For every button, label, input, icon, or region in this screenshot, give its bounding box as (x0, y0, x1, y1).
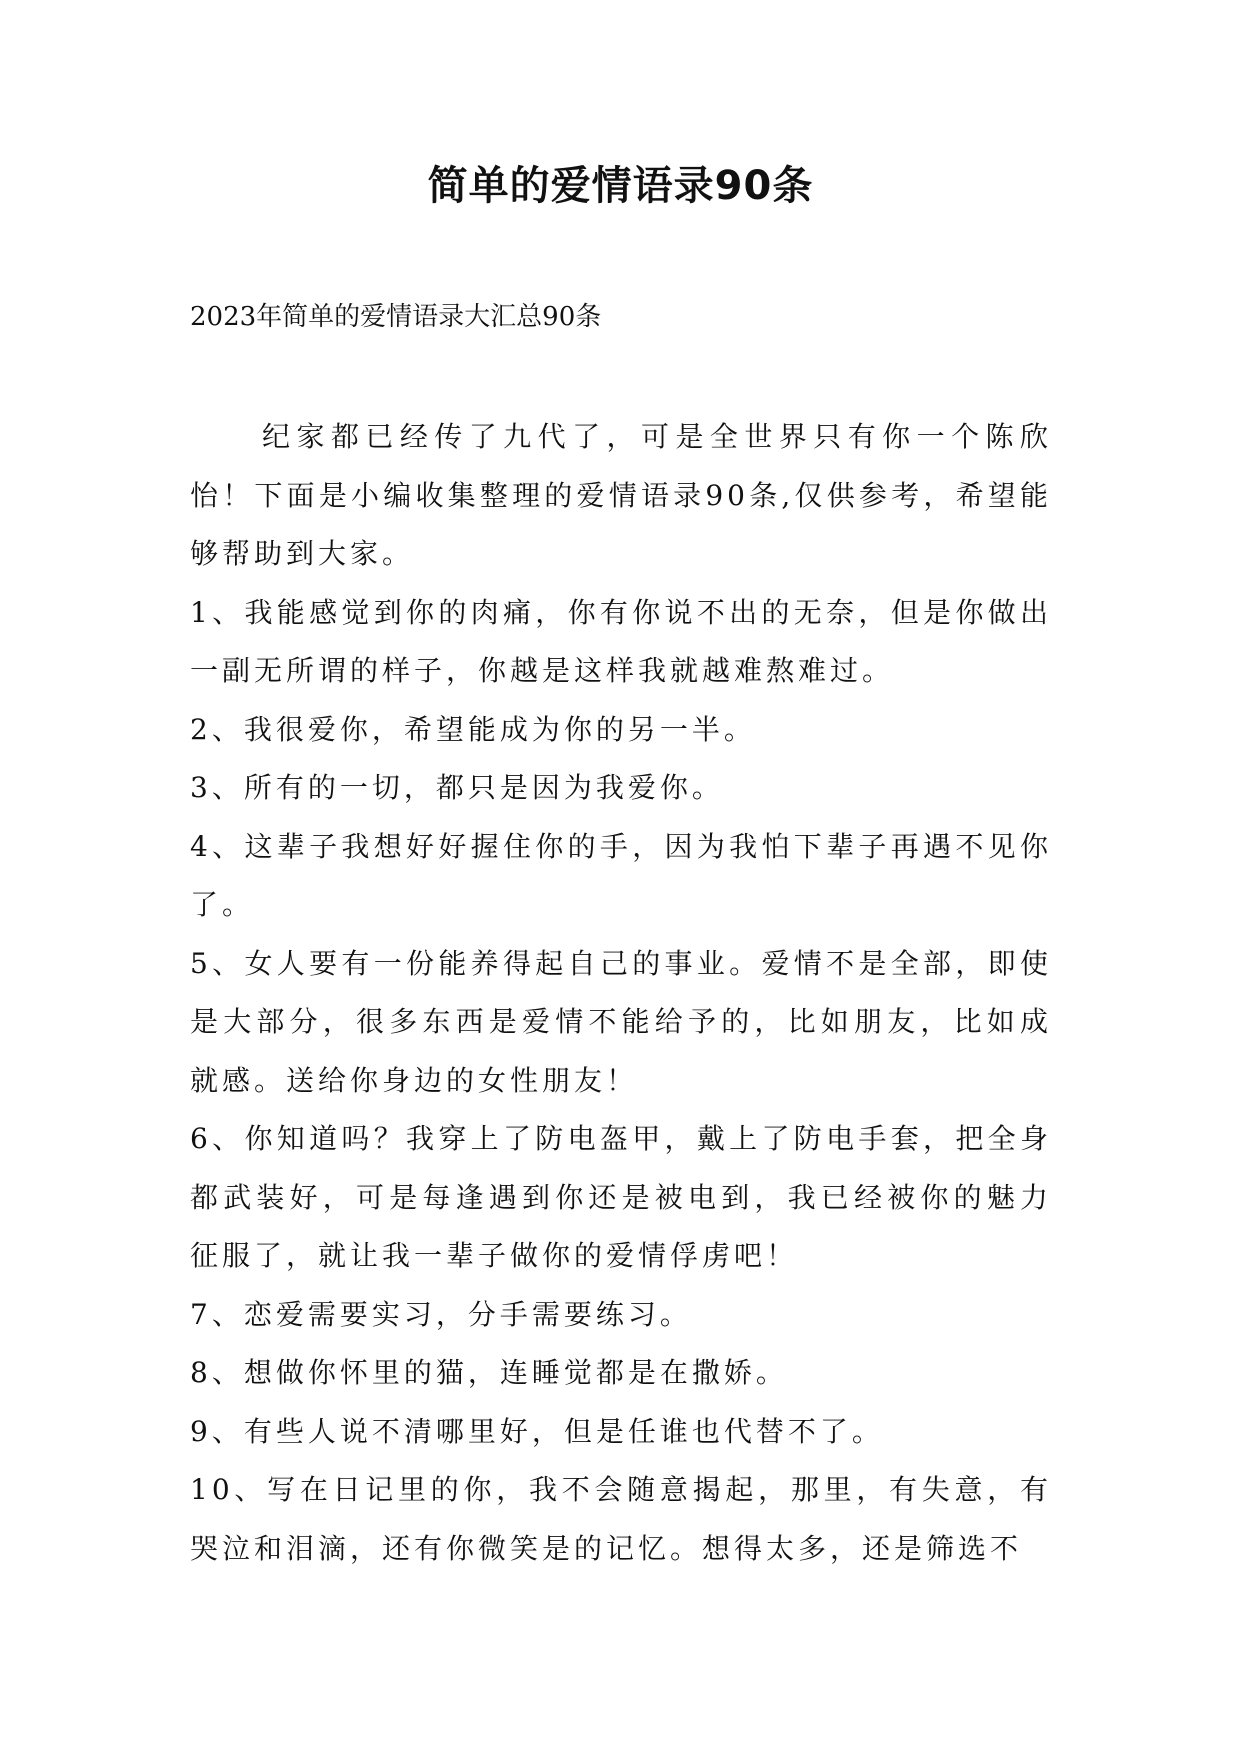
quote-item-10: 10、写在日记里的你，我不会随意揭起，那里，有失意，有哭泣和泪滴，还有你微笑是的记忆。想得太多，还是筛选不 (190, 1473, 1052, 1565)
document-title: 简单的爱情语录90条 (427, 163, 814, 209)
document-subtitle: 2023年简单的爱情语录大汇总90条 (190, 302, 602, 332)
document-body (190, 408, 1052, 1578)
quote-item-9: 9、有些人说不清哪里好，但是任谁也代替不了。 (190, 1414, 884, 1448)
quote-item-3: 3、所有的一切，都只是因为我爱你。 (190, 771, 724, 804)
quote-item-7: 7、恋爱需要实习，分手需要练习。 (190, 1297, 692, 1331)
quote-item-6: 6、你知道吗？我穿上了防电盔甲，戴上了防电手套，把全身都武装好，可是每逢遇到你还是被电到，我已经被你的魅力征服了，就让我一辈子做你的爱情俘虏吧！ (190, 1122, 1052, 1272)
quote-item-4: 4、这辈子我想好好握住你的手，因为我怕下辈子再遇不见你了。 (190, 829, 1052, 921)
intro-paragraph: 纪家都已经传了九代了，可是全世界只有你一个陈欣怡！下面是小编收集整理的爱情语录90条,仅供参考，希望能够帮助到大家。 (190, 420, 1052, 570)
quote-item-5: 5、女人要有一份能养得起自己的事业。爱情不是全部，即使是大部分，很多东西是爱情不能给予的，比如朋友，比如成就感。送给你身边的女性朋友！ (190, 946, 1052, 1097)
quote-item-2: 2、我很爱你，希望能成为你的另一半。 (190, 712, 756, 746)
quote-item-1: 1、我能感觉到你的肉痛，你有你说不出的无奈，但是你做出一副无所谓的样子，你越是这样我就越难熬难过。 (190, 595, 1052, 687)
quote-item-8: 8、想做你怀里的猫，连睡觉都是在撒娇。 (190, 1356, 788, 1389)
